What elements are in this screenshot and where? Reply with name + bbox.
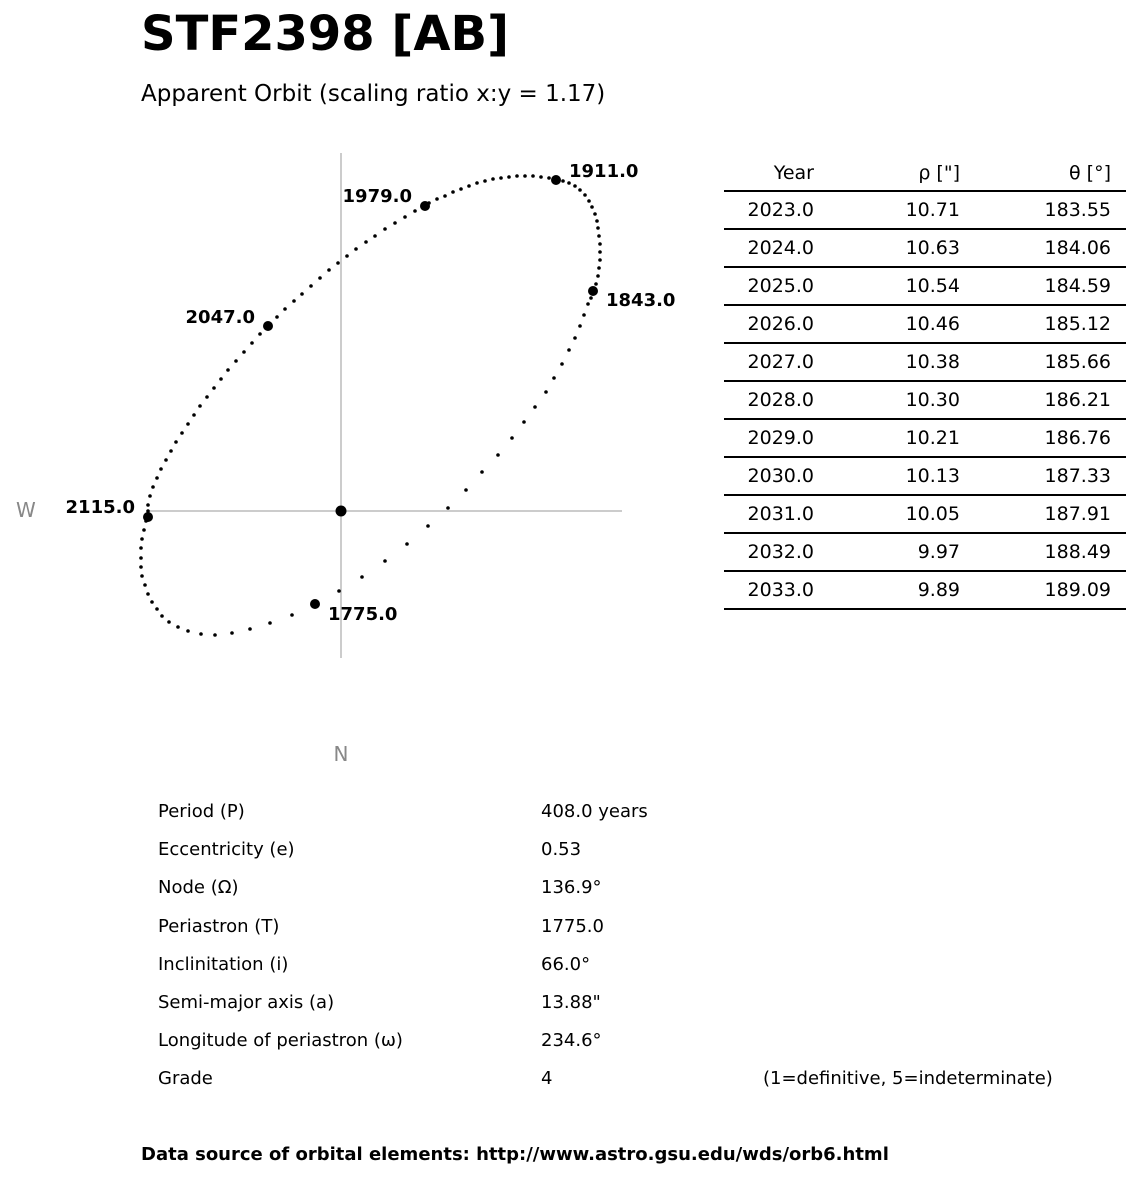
orbit-dot — [446, 506, 450, 510]
cell-rho: 10.46 — [814, 305, 960, 343]
west-direction-label: W — [16, 498, 36, 522]
orbit-dot — [598, 258, 602, 262]
element-label: Eccentricity (e) — [158, 839, 295, 861]
epoch-markers — [143, 175, 598, 609]
element-value: 13.88" — [541, 991, 601, 1013]
orbit-dot — [268, 621, 272, 625]
orbit-dot — [583, 193, 587, 197]
epoch-label-1843: 1843.0 — [606, 290, 676, 311]
orbit-dot — [515, 174, 519, 178]
orbit-dot — [176, 625, 180, 629]
epoch-marker-1775 — [310, 599, 320, 609]
orbit-dot — [491, 177, 495, 181]
orbit-dot — [383, 559, 387, 563]
cell-theta: 187.33 — [960, 457, 1111, 495]
orbit-dot — [258, 332, 262, 336]
cell-theta: 186.76 — [960, 419, 1111, 457]
table-row — [724, 305, 1126, 343]
epoch-marker-1911 — [551, 175, 561, 185]
page-title: STF2398 [AB] — [141, 6, 510, 62]
orbit-dot — [561, 179, 565, 183]
cell-pad — [1111, 191, 1126, 229]
orbit-dot — [336, 261, 340, 265]
cell-rho: 10.30 — [814, 381, 960, 419]
cell-pad — [1111, 229, 1126, 267]
orbit-dot — [212, 386, 216, 390]
orbit-dot — [164, 458, 168, 462]
element-value: 1775.0 — [541, 915, 604, 937]
orbit-dot — [531, 174, 535, 178]
table-row — [724, 191, 1126, 229]
orbit-dot — [186, 629, 190, 633]
orbit-path — [139, 174, 602, 637]
orbit-dot — [337, 589, 341, 593]
orbit-dot — [142, 528, 146, 532]
orbit-dot — [143, 583, 147, 587]
orbit-dot — [160, 614, 164, 618]
orbit-dot — [405, 542, 409, 546]
orbit-dot — [159, 467, 163, 471]
orbit-diagram — [0, 0, 720, 780]
orbit-dot — [226, 368, 230, 372]
orbit-dot — [426, 524, 430, 528]
orbit-dot — [567, 348, 571, 352]
orbit-dot — [364, 240, 368, 244]
cell-year: 2026.0 — [724, 305, 814, 343]
header-pad — [1111, 155, 1126, 191]
orbit-dot — [219, 377, 223, 381]
cell-rho: 10.21 — [814, 419, 960, 457]
orbit-dot — [547, 176, 551, 180]
orbit-dot — [467, 184, 471, 188]
orbit-dot — [499, 176, 503, 180]
header-rho: ρ ["] — [814, 155, 960, 191]
orbit-dot — [593, 212, 597, 216]
cell-rho: 9.89 — [814, 571, 960, 609]
epoch-label-1979: 1979.0 — [342, 186, 412, 207]
epoch-marker-1843 — [588, 286, 598, 296]
cell-rho: 9.97 — [814, 533, 960, 571]
orbit-dot — [483, 179, 487, 183]
orbit-dot — [192, 413, 196, 417]
cell-pad — [1111, 495, 1126, 533]
element-label: Grade — [158, 1068, 213, 1090]
cell-theta: 184.06 — [960, 229, 1111, 267]
orbit-dot — [464, 488, 468, 492]
table-header-row — [724, 155, 1126, 191]
orbit-dot — [318, 276, 322, 280]
element-label: Period (P) — [158, 801, 245, 822]
cell-rho: 10.54 — [814, 267, 960, 305]
orbit-dot — [300, 292, 304, 296]
orbit-dot — [596, 274, 600, 278]
cell-year: 2023.0 — [724, 191, 814, 229]
orbit-dot — [327, 268, 331, 272]
orbit-dot — [403, 215, 407, 219]
orbit-dot — [383, 227, 387, 231]
cell-year: 2033.0 — [724, 571, 814, 609]
orbit-dot — [594, 282, 598, 286]
element-value: 136.9° — [541, 877, 602, 899]
cell-theta: 188.49 — [960, 533, 1111, 571]
cell-theta: 184.59 — [960, 267, 1111, 305]
orbit-dot — [459, 187, 463, 191]
cell-theta: 187.91 — [960, 495, 1111, 533]
orbit-dot — [345, 254, 349, 258]
orbit-dot — [578, 324, 582, 328]
cell-rho: 10.63 — [814, 229, 960, 267]
cell-theta: 183.55 — [960, 191, 1111, 229]
orbit-dot — [151, 485, 155, 489]
orbit-dot — [205, 395, 209, 399]
orbit-dot — [250, 341, 254, 345]
orbit-dot — [360, 575, 364, 579]
orbit-dot — [186, 422, 190, 426]
element-note: (1=definitive, 5=indeterminate) — [763, 1068, 1053, 1090]
cell-year: 2029.0 — [724, 419, 814, 457]
element-value: 4 — [541, 1068, 553, 1090]
orbit-dot — [582, 313, 586, 317]
table-row — [724, 533, 1126, 571]
epoch-label-1775: 1775.0 — [328, 604, 398, 625]
orbit-dot — [598, 242, 602, 246]
orbit-dot — [140, 537, 144, 541]
cell-pad — [1111, 381, 1126, 419]
epoch-marker-2047 — [263, 321, 273, 331]
orbit-dot — [544, 390, 548, 394]
orbit-dot — [290, 613, 294, 617]
orbit-dot — [510, 436, 514, 440]
cell-theta: 185.12 — [960, 305, 1111, 343]
orbit-dot — [148, 494, 152, 498]
element-label: Inclinitation (i) — [158, 953, 289, 975]
cell-year: 2031.0 — [724, 495, 814, 533]
orbit-dot — [533, 405, 537, 409]
page-subtitle: Apparent Orbit (scaling ratio x:y = 1.17) — [141, 81, 606, 107]
orbit-dot — [451, 190, 455, 194]
header-theta: θ [°] — [960, 155, 1111, 191]
orbit-dot — [539, 175, 543, 179]
cell-pad — [1111, 457, 1126, 495]
orbit-dot — [155, 476, 159, 480]
orbit-dot — [590, 205, 594, 209]
cell-pad — [1111, 571, 1126, 609]
epoch-label-2115: 2115.0 — [65, 497, 135, 518]
orbit-dot — [598, 250, 602, 254]
header-year: Year — [724, 155, 814, 191]
cell-year: 2024.0 — [724, 229, 814, 267]
cell-rho: 10.38 — [814, 343, 960, 381]
epoch-marker-2115 — [143, 512, 153, 522]
table-row — [724, 229, 1126, 267]
epoch-label-1911: 1911.0 — [569, 161, 639, 182]
table-row — [724, 343, 1126, 381]
element-label: Semi-major axis (a) — [158, 991, 335, 1013]
orbit-dot — [248, 627, 252, 631]
cell-pad — [1111, 419, 1126, 457]
cell-rho: 10.05 — [814, 495, 960, 533]
orbit-dot — [589, 296, 593, 300]
orbit-dot — [443, 194, 447, 198]
table-row — [724, 419, 1126, 457]
orbit-dot — [174, 440, 178, 444]
orbit-dot — [578, 188, 582, 192]
cell-pad — [1111, 267, 1126, 305]
orbit-dot — [373, 234, 377, 238]
element-value: 66.0° — [541, 953, 591, 975]
orbit-dot — [552, 376, 556, 380]
orbit-dot — [234, 359, 238, 363]
orbit-dot — [199, 632, 203, 636]
cell-theta: 189.09 — [960, 571, 1111, 609]
orbit-dot — [587, 199, 591, 203]
epoch-labels — [66, 161, 676, 625]
orbit-dot — [522, 420, 526, 424]
orbit-dot — [169, 449, 173, 453]
cell-year: 2028.0 — [724, 381, 814, 419]
orbit-dot — [139, 556, 143, 560]
orbit-dot — [413, 209, 417, 213]
epoch-label-2047: 2047.0 — [185, 307, 255, 328]
orbit-dot — [146, 592, 150, 596]
table-row — [724, 381, 1126, 419]
data-source-footer: Data source of orbital elements: http://www.astro.gsu.edu/wds/orb6.html — [141, 1144, 889, 1165]
orbit-dot — [140, 574, 144, 578]
orbit-dot — [139, 565, 143, 569]
cell-year: 2027.0 — [724, 343, 814, 381]
orbit-dot — [507, 175, 511, 179]
north-direction-label: N — [333, 742, 349, 766]
orbit-dot — [213, 633, 217, 637]
orbit-dot — [167, 620, 171, 624]
orbit-dot — [475, 181, 479, 185]
orbit-dot — [146, 503, 150, 507]
element-label: Longitude of periastron (ω) — [158, 1030, 403, 1052]
orbit-dot — [393, 221, 397, 225]
table-row — [724, 457, 1126, 495]
ephemeris-rows — [724, 191, 1126, 609]
orbit-dot — [596, 226, 600, 230]
orbit-dot — [198, 404, 202, 408]
cell-rho: 10.71 — [814, 191, 960, 229]
cell-pad — [1111, 533, 1126, 571]
orbit-dot — [597, 234, 601, 238]
orbit-dot — [354, 247, 358, 251]
orbit-dot — [242, 350, 246, 354]
orbit-dot — [275, 315, 279, 319]
orbit-dot — [496, 453, 500, 457]
orbit-dot — [560, 362, 564, 366]
orbit-dot — [150, 600, 154, 604]
cell-rho: 10.13 — [814, 457, 960, 495]
orbit-dot — [597, 266, 601, 270]
element-label: Periastron (T) — [158, 915, 280, 937]
orbit-dot — [155, 607, 159, 611]
cell-theta: 185.66 — [960, 343, 1111, 381]
orbit-dot — [523, 174, 527, 178]
table-row — [724, 267, 1126, 305]
cell-pad — [1111, 305, 1126, 343]
orbit-dot — [139, 546, 143, 550]
cell-theta: 186.21 — [960, 381, 1111, 419]
table-row — [724, 495, 1126, 533]
element-value: 0.53 — [541, 839, 582, 861]
element-value: 408.0 years — [541, 801, 648, 822]
orbit-dot — [595, 219, 599, 223]
orbit-dot — [435, 197, 439, 201]
orbit-dot — [180, 431, 184, 435]
primary-star-marker — [336, 506, 347, 517]
orbit-dot — [292, 299, 296, 303]
orbit-dot — [309, 284, 313, 288]
orbit-dot — [230, 631, 234, 635]
orbit-dot — [283, 307, 287, 311]
orbit-dot — [586, 302, 590, 306]
element-label: Node (Ω) — [158, 877, 239, 899]
orbit-dot — [480, 470, 484, 474]
cell-year: 2030.0 — [724, 457, 814, 495]
cell-pad — [1111, 343, 1126, 381]
element-value: 234.6° — [541, 1030, 602, 1052]
ephemeris-table — [724, 155, 1126, 610]
cell-year: 2032.0 — [724, 533, 814, 571]
epoch-marker-1979 — [420, 201, 430, 211]
orbit-dot — [573, 184, 577, 188]
table-row — [724, 571, 1126, 609]
cell-year: 2025.0 — [724, 267, 814, 305]
orbit-dot — [573, 336, 577, 340]
